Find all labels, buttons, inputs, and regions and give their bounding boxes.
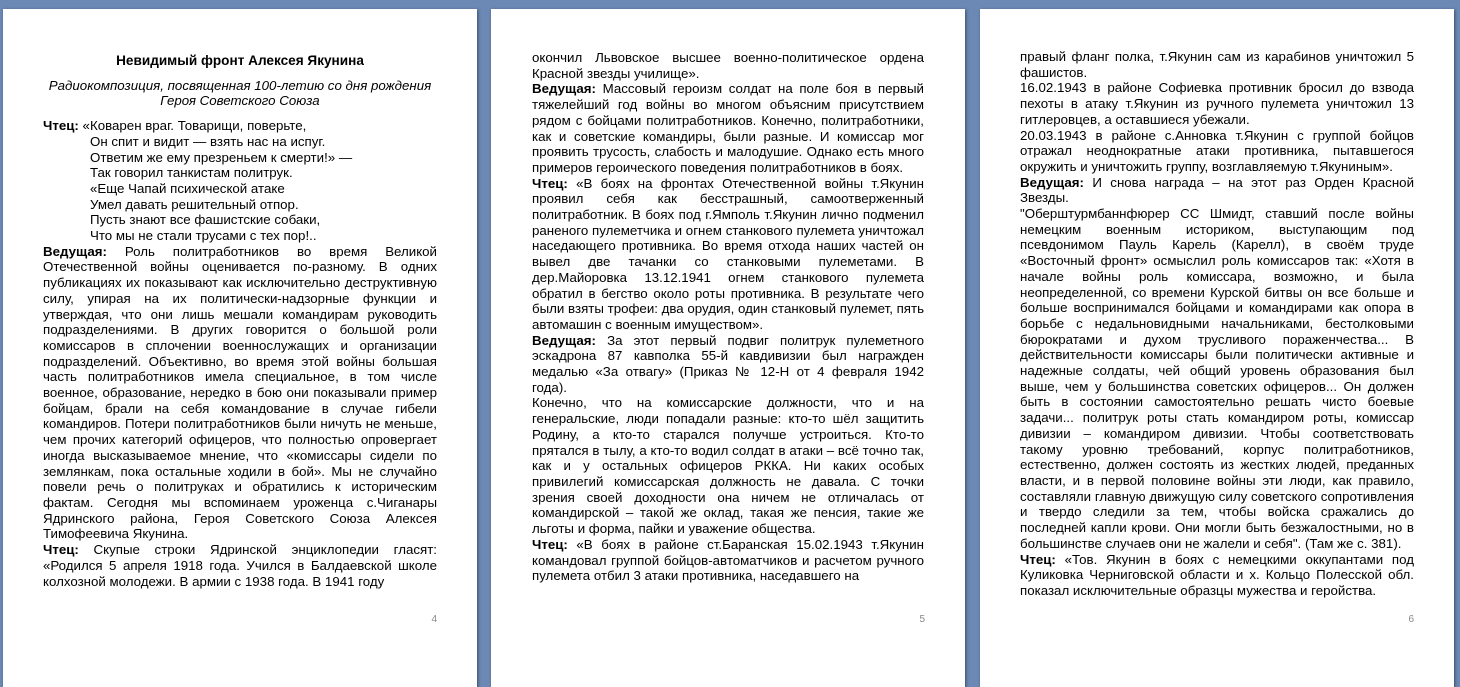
document-page-6 — [980, 9, 1454, 687]
paragraph-plain: 20.03.1943 в районе с.Анновка т.Якунин с группой бойцов отражал неоднократные атаки противника, пытавшегося окружить и уничтожить группу, возглавляемую т.Якуниным». — [1020, 127, 1414, 174]
paragraph-continued: правый фланг полка, т.Якунин сам из карабинов уничтожил 5 фашистов. — [1020, 49, 1414, 80]
paragraph-text: Массовый героизм солдат на поле боя в первый тяжелейший год войны во многом объясним присутствием рядом с бойцами политработников. Конечно, политработники, как и советские командиры, были разные. И комиссар мог проявить трусость, слабость и малодушие. Однако есть много примеров героического поведения политработников в боях. — [532, 81, 924, 175]
paragraph-text: «В боях в районе ст.Баранская 15.02.1943 т.Якунин командовал группой бойцов-автоматчиков и расчетом ручного пулемета отбил 3 атаки противника, наседавшего на — [532, 536, 924, 584]
paragraph-continued: окончил Львовское высшее военно-политическое ордена Красной звезды училище». — [532, 50, 924, 81]
speaker-label: Чтец: — [43, 118, 79, 134]
paragraph-host — [532, 81, 924, 175]
paragraph-reader — [532, 537, 924, 584]
paragraph-quote: "Оберштурмбаннфюрер СС Шмидт, ставший после войны немецким военным историком, выступающим под псевдонимом Пауль Карель (Карелл), в своём труде «Восточный фронт» осмыслил роль комиссаров так: «Хотя в начале войны роль комиссара, возможно, и была неопределенной, со времени Курской битвы он все больше и больше воспринимался бойцами и командирами как опора в борьбе с недальновидными начальниками, бестолковыми бюрократами и духом трусливого пораженчества... В действительности комиссары были политически активные и надежные солдаты, чей общий уровень образования был выше, чем у большинства советских офицеров... Он должен быть в состоянии самостоятельно решать чисто боевые задачи... политрук роты стать командиром роты, комиссар дивизии – командиром дивизии. Чтобы соответствовать такому уровню требований, корпус политработников, естественно, должен состоять из жестких людей, преданных власти, и в первой половине войны эти люди, как правило, составляли главную движущую силу советского сопротивления и твердо следили за тем, чтобы войска сражались до последней капли крови. Они могли быть безжалостными, но в большинстве случаев они не жалели и себя". (Там же с. 381). — [1020, 206, 1414, 551]
paragraph-plain: Конечно, что на комиссарские должности, что и на генеральские, люди попадали разные: кто-то шёл защитить Родину, а кто-то старался получше устроиться. Кто-то прятался в тылу, а кто-то водил солдат в атаки – всё точно так, как и у остальных офицеров РККА. Ни каких особых привилегий комиссарская должность не давала. С точки зрения своей доходности она ничем не отличалась от командирской – такой же оклад, такая же пенсия, такие же льготы и форма, пайки и уважение общества. — [532, 395, 924, 537]
document-title: Невидимый фронт Алексея Якунина — [116, 53, 364, 68]
paragraph-text: За этот первый подвиг политрук пулеметного эскадрона 87 кавполка 55-й кавдивизии был награжден медалью «За отвагу» (Приказ № 12-Н от 4 февраля 1942 года). — [532, 332, 924, 395]
paragraph-text: «Тов. Якунин в боях с немецкими оккупантами под Куликовка Черниговской области и х. Кольцо Полесской обл. показал исключительные образцы мужества и геройства. — [1020, 551, 1414, 598]
paragraph-host — [43, 244, 437, 542]
document-page-5 — [491, 9, 965, 687]
paragraph-reader — [43, 542, 437, 589]
speaker-label: Чтец: — [532, 536, 568, 552]
paragraph-text: «Коварен враг. Товарищи, поверьте, — [78, 118, 307, 134]
verse-line: Ответим же ему презреньем к смерти!» — — [90, 149, 353, 165]
verse-line: Он спит и видит — взять нас на испуг. — [90, 133, 326, 149]
paragraph-reader — [1020, 552, 1414, 599]
paragraph-text: Роль политработников во время Великой Отечественной войны оценивается по-разному. В одних публикациях их показывают как исключительно деструктивную силу, упирая на их политически-надзорные функции и утверждая, что они лишь мешали командирам руководить подразделениями. В других говорится о большой роли комиссаров в сплочении военнослужащих и организации подразделений. Объективно, во время этой войны большая часть политработников имела специальное, в том числе военное, образование, нередко в бою они показывали пример бойцам, брали на себя командование в случае гибели командиров. Потери политработников были ничуть не меньше, чем прочих категорий офицеров, что полностью опровергает иногда высказываемое мнение, что «комиссары сидели по землянкам, пока остальные ходили в бой». Мы не случайно повели речь о политруках и обратились к историческим фактам. Сегодня мы вспоминаем уроженца с.Чиганары Ядринского района, Героя Советского Союза Алексея Тимофеевича Якунина. — [43, 243, 437, 542]
page-content — [532, 50, 924, 584]
speaker-label: Ведущая: — [532, 81, 596, 97]
page-content — [1020, 49, 1414, 599]
subtitle-line-1: Радиокомпозиция, посвященная 100-летию со дня рождения — [48, 77, 432, 93]
paragraph-text: Скупые строки Ядринской энциклопедии гласят: «Родился 5 апреля 1918 года. Учился в Балдаевской школе колхозной молодежи. В армии с 1938 года. В 1941 году — [43, 542, 437, 589]
page-number: 6 — [1408, 614, 1414, 625]
speaker-label: Чтец: — [43, 542, 79, 558]
paragraph-plain: 16.02.1943 в районе Софиевка противник бросил до взвода пехоты в атаку т.Якунин из ручного пулемета уничтожил 13 гитлеровцев, а оставшиеся убежали. — [1020, 80, 1414, 127]
paragraph-host — [532, 333, 924, 396]
verse-line: Умел давать решительный отпор. — [90, 196, 299, 212]
verse-line: Что мы не стали трусами с тех пор!.. — [90, 228, 317, 244]
document-page-4 — [3, 9, 477, 687]
subtitle-line-2: Героя Советского Союза — [160, 93, 320, 109]
paragraph-text: И снова награда – на этот раз Орден Красной Звезды. — [1020, 174, 1414, 206]
verse-line: Пусть знают все фашистские собаки, — [90, 212, 321, 228]
paragraph-reader-verse — [43, 118, 437, 134]
speaker-label: Ведущая: — [532, 332, 596, 348]
speaker-label: Ведущая: — [43, 243, 107, 259]
speaker-label: Чтец: — [1020, 551, 1056, 567]
document-subtitle — [43, 78, 437, 109]
verse-line: «Еще Чапай психической атаке — [90, 180, 285, 196]
page-content — [43, 49, 437, 589]
paragraph-text: «В боях на фронтах Отечественной войны т.Якунин проявил себя как бесстрашный, самоотверженный политработник. В боях под г.Ямполь т.Якунин лично подменил раненого пулеметчика и огнем станкового пулемета уничтожал наседающего противника. Во время отхода наших частей он вывел две тачанки со станковыми пулеметами. В дер.Майоровка 13.12.1941 огнем станкового пулемета обратил в бегство около роты противника. В результате чего были взяты трофеи: два орудия, один станковый пулемет, пять автомашин с военным имуществом». — [532, 175, 925, 332]
page-number: 4 — [431, 614, 437, 625]
paragraph-host — [1020, 175, 1414, 206]
speaker-label: Ведущая: — [1020, 174, 1084, 190]
page-number: 5 — [919, 614, 925, 625]
speaker-label: Чтец: — [532, 175, 568, 191]
paragraph-reader — [532, 176, 924, 333]
verse-line: Так говорил танкистам политрук. — [90, 165, 293, 181]
